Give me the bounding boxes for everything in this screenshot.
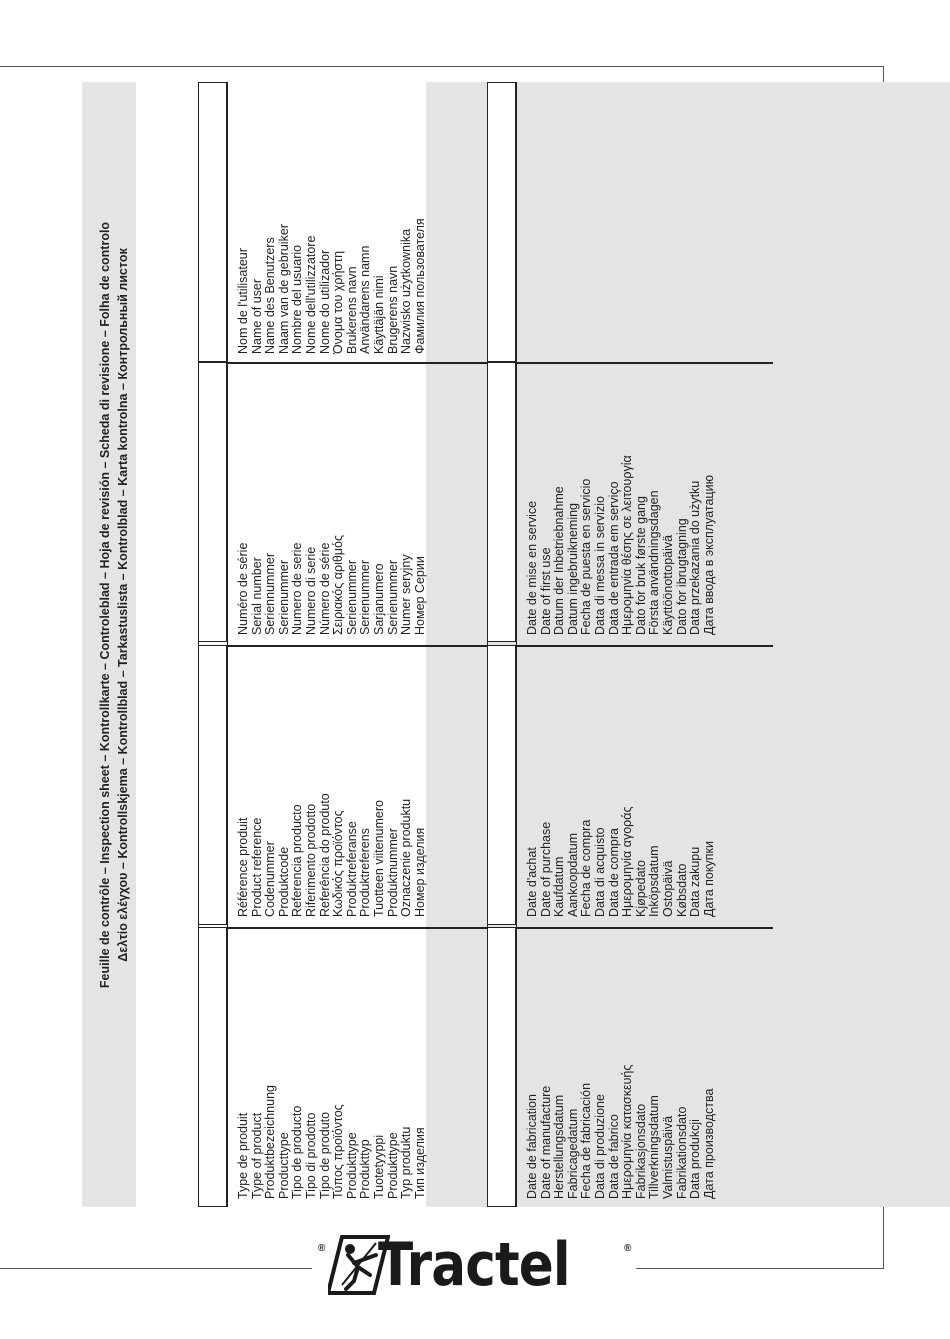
user-name-labels bbox=[237, 218, 427, 354]
field-label: Date of manufacture bbox=[538, 1085, 553, 1199]
field-label: Numero di serie bbox=[303, 546, 318, 635]
manufacture-date-input[interactable] bbox=[487, 927, 516, 1207]
first-use-date-input[interactable] bbox=[487, 362, 516, 642]
field-label: Product reference bbox=[249, 817, 264, 917]
field-label: Användarens namn bbox=[358, 245, 373, 354]
frame-top-line bbox=[0, 66, 884, 67]
title-line-1: Feuille de contrôle – Inspection sheet – Kontrollkarte – Controleblad – Hoja de revisión – Scheda di revisione – Folha de controlo bbox=[98, 221, 112, 989]
form-row-line-2 bbox=[198, 645, 773, 647]
purchase-date-labels bbox=[526, 806, 716, 917]
product-reference-input[interactable] bbox=[198, 645, 227, 925]
field-label: Produktnummer bbox=[385, 828, 400, 917]
field-label: Produkttyp bbox=[358, 1139, 373, 1199]
field-label: Tillverkningsdatum bbox=[647, 1095, 662, 1199]
field-label: Тип изделия bbox=[412, 1127, 427, 1199]
field-label: Tipo di prodotto bbox=[303, 1112, 318, 1199]
field-label: Type de produit bbox=[236, 1112, 250, 1199]
field-label: Brukerens navn bbox=[344, 266, 359, 354]
field-label: Käyttäjän nimi bbox=[371, 275, 386, 354]
frame-bottom-line-right bbox=[636, 1268, 884, 1269]
field-label: Nome do utilizador bbox=[317, 249, 332, 354]
field-label: Tuotetyyppi bbox=[371, 1134, 386, 1199]
field-label: Κωδικός προϊόντος bbox=[331, 810, 346, 917]
field-label: Riferimento prodotto bbox=[303, 803, 318, 917]
field-label: Dato for ibrugtagning bbox=[674, 518, 689, 635]
field-label: Data di messa in servizio bbox=[592, 496, 607, 635]
field-label: Date de mise en service bbox=[525, 500, 539, 635]
field-label: Date of purchase bbox=[538, 821, 553, 917]
title-line-2: Δελτίο ελέγχου – Kontrollskjema – Kontrollblad – Tarkastuslista – Kontrolblad – Karta kontrolna – Контрольный листок bbox=[116, 248, 130, 962]
field-label: Data zakupu bbox=[688, 846, 703, 917]
field-label: Τύπος προϊόντος bbox=[331, 1104, 346, 1199]
field-label: Σειριακός αριθμός bbox=[331, 535, 346, 635]
field-label: Data di produzione bbox=[592, 1094, 607, 1199]
field-label: Numer seryjny bbox=[399, 554, 414, 635]
field-label: Fabricagedatum bbox=[565, 1108, 580, 1199]
product-reference-labels bbox=[237, 793, 427, 917]
field-label: Nome dell'utilizzatore bbox=[303, 235, 318, 354]
field-label: Produktreferanse bbox=[344, 821, 359, 917]
field-label: Name des Benutzers bbox=[263, 237, 278, 354]
manufacture-date-labels bbox=[526, 1065, 716, 1199]
field-label: Produkttype bbox=[385, 1132, 400, 1199]
field-label: Kaufdatum bbox=[552, 856, 567, 917]
field-label: Produktreferens bbox=[358, 828, 373, 917]
field-label: Datum der Inbetriebnahme bbox=[552, 486, 567, 635]
user-name-input[interactable] bbox=[198, 82, 227, 362]
field-label: Nombre del usuario bbox=[290, 244, 305, 354]
field-label: Nazwisko użytkownika bbox=[399, 228, 414, 354]
field-label: Herstellungsdatum bbox=[552, 1094, 567, 1199]
form-row-line-1 bbox=[198, 362, 773, 364]
blank-input[interactable] bbox=[487, 82, 516, 362]
field-label: Seriennummer bbox=[263, 553, 278, 635]
field-label: Serienummer bbox=[358, 559, 373, 635]
field-label: Номер изделия bbox=[412, 827, 427, 917]
logo-reg-mark-right: ® bbox=[624, 1243, 632, 1254]
serial-number-input[interactable] bbox=[198, 362, 227, 642]
field-label: Ημερομηνία θέσης σε λειτουργία bbox=[620, 455, 635, 635]
field-label: Дата покупки bbox=[701, 841, 716, 917]
field-label: Data di acquisto bbox=[592, 827, 607, 917]
field-label: Serial number bbox=[249, 557, 264, 635]
field-label: Produktbezeichnung bbox=[263, 1085, 278, 1199]
field-label: Numéro de série bbox=[236, 542, 250, 635]
field-label: Inköpsdatum bbox=[647, 845, 662, 917]
field-label: Data produkcji bbox=[688, 1119, 703, 1199]
field-label: Typ produktu bbox=[399, 1126, 414, 1199]
field-label: Data de compra bbox=[606, 828, 621, 917]
field-label: Όνομα του χρήστη bbox=[331, 250, 346, 354]
field-label: Aankoopdatum bbox=[565, 832, 580, 917]
field-label: Tipo de producto bbox=[290, 1105, 305, 1199]
field-label: Serienummer bbox=[344, 559, 359, 635]
field-label: Tuotteen viitenumero bbox=[371, 800, 386, 917]
field-label: Fecha de puesta en servicio bbox=[579, 478, 594, 635]
field-label: Fabrikasjonsdato bbox=[633, 1103, 648, 1199]
field-label: Naam van de gebruiker bbox=[276, 224, 291, 354]
field-label: Produktcode bbox=[276, 846, 291, 917]
field-label: Ημερομηνία κατασκευής bbox=[620, 1064, 635, 1199]
field-label: Första användningsdagen bbox=[647, 490, 662, 635]
field-label: Data de entrada em serviço bbox=[606, 481, 621, 635]
field-label: Fecha de compra bbox=[579, 819, 594, 917]
field-label: Købsdato bbox=[674, 863, 689, 917]
field-label: Date d'achat bbox=[525, 847, 539, 917]
field-label: Tipo de produto bbox=[317, 1111, 332, 1199]
field-label: Ostopäivä bbox=[660, 860, 675, 917]
field-label: Nom de l'utilisateur bbox=[236, 248, 250, 354]
field-label: Número de série bbox=[317, 542, 332, 635]
field-label: Дата ввода в эксплуатацию bbox=[701, 475, 716, 635]
product-type-input[interactable] bbox=[198, 927, 227, 1207]
field-label: Sarjanumero bbox=[371, 563, 386, 635]
field-label: Дата производства bbox=[701, 1088, 716, 1199]
field-label: Fecha de fabricación bbox=[579, 1082, 594, 1199]
field-label: Serienummer bbox=[276, 559, 291, 635]
logo-reg-mark-left: ® bbox=[318, 1243, 326, 1254]
logo-wordmark: Tractel bbox=[378, 1230, 570, 1300]
field-label: Ημερομηνία αγοράς bbox=[620, 806, 635, 917]
field-label: Referência do produto bbox=[317, 793, 332, 917]
purchase-date-input[interactable] bbox=[487, 645, 516, 925]
field-label: Type of product bbox=[249, 1112, 264, 1199]
field-label: Dato for bruk første gang bbox=[633, 496, 648, 635]
field-label: Produkttype bbox=[344, 1132, 359, 1199]
product-type-labels bbox=[237, 1085, 427, 1199]
field-label: Brugerens navn bbox=[385, 265, 400, 354]
field-label: Fabrikationsdato bbox=[674, 1106, 689, 1199]
sheet-title bbox=[96, 75, 132, 1135]
field-label: Kjøpedato bbox=[633, 860, 648, 917]
field-label: Номер Серии bbox=[412, 556, 427, 635]
field-label: Date de fabrication bbox=[525, 1094, 539, 1199]
field-label: Data de fabrico bbox=[606, 1114, 621, 1199]
field-label: Valmistuspäivä bbox=[660, 1115, 675, 1199]
field-label: Date of first use bbox=[538, 547, 553, 635]
field-label: Фамилия пользователя bbox=[412, 218, 427, 354]
field-label: Serienummer bbox=[385, 559, 400, 635]
frame-bottom-line-left bbox=[0, 1268, 312, 1269]
field-label: Référence produit bbox=[236, 817, 250, 917]
field-label: Käyttöönottopäivä bbox=[660, 534, 675, 635]
form-row-line-3 bbox=[198, 927, 773, 929]
field-label: Referencia producto bbox=[290, 804, 305, 917]
tractel-logo bbox=[318, 1227, 630, 1303]
field-label: Producttype bbox=[276, 1132, 291, 1199]
field-label: Codenummer bbox=[263, 841, 278, 917]
field-label: Data przekazania do użytku bbox=[688, 480, 703, 635]
field-label: Name of user bbox=[249, 278, 264, 354]
field-label: Oznaczenie produktu bbox=[399, 798, 414, 917]
first-use-date-labels bbox=[526, 455, 716, 635]
field-label: Datum ingebruikneming bbox=[565, 502, 580, 635]
serial-number-labels bbox=[237, 535, 427, 635]
field-label: Numero de serie bbox=[290, 542, 305, 635]
